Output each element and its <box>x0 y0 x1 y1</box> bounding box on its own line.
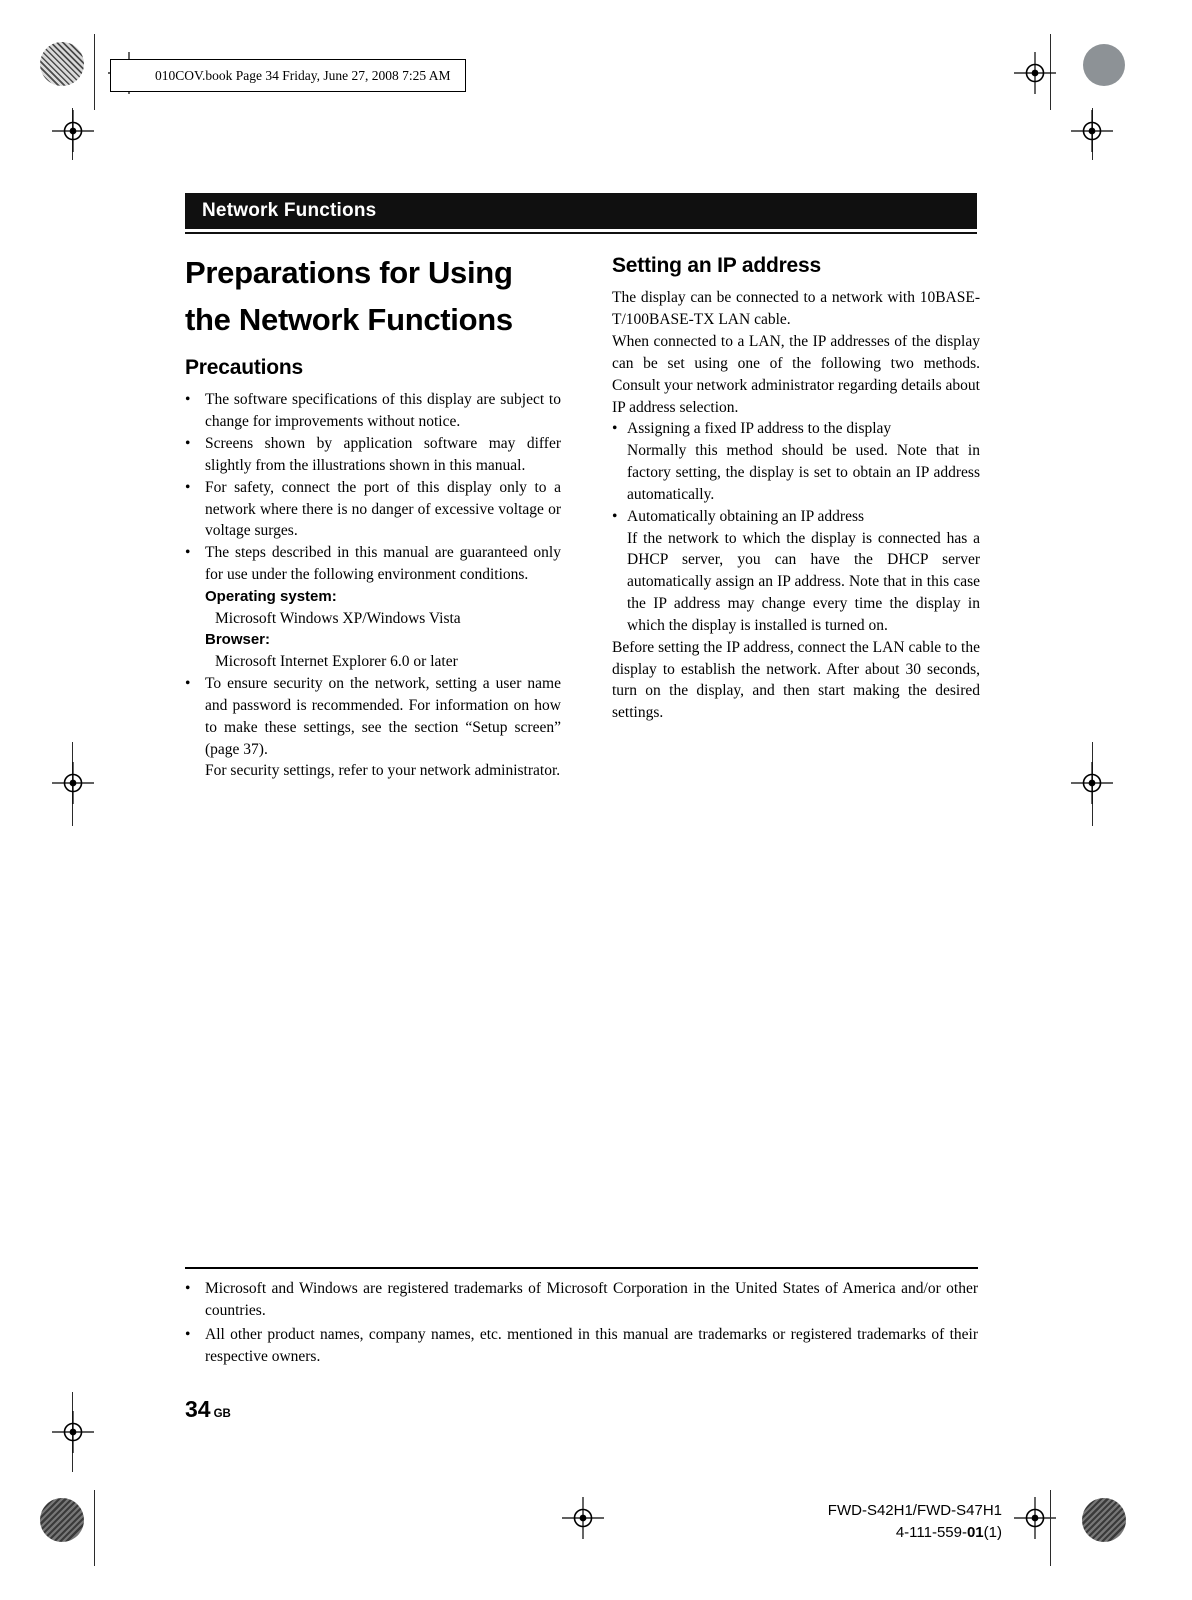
os-label: Operating system: <box>205 587 337 605</box>
page-number-suffix: GB <box>213 1408 231 1420</box>
list-item <box>612 418 980 440</box>
page-title: Preparations for Using the Network Functions <box>185 255 513 337</box>
list-item <box>185 673 561 760</box>
bullet-marker: • <box>612 507 618 525</box>
hatched-circle-mark <box>40 1498 84 1542</box>
part-number <box>828 1522 1002 1544</box>
footnote-item <box>185 1324 978 1368</box>
list-item-body: Normally this method should be used. Note that in factory setting, the display is set to obtain an IP address automatically. <box>627 442 980 503</box>
part-number-bold: 01 <box>966 1523 984 1541</box>
browser-value: Microsoft Internet Explorer 6.0 or later <box>215 653 458 671</box>
paragraph: The display can be connected to a network with 10BASE-T/100BASE-TX LAN cable. <box>612 289 980 329</box>
bullet-marker: • <box>185 1326 191 1343</box>
list-item-text: For safety, connect the port of this display only to a network where there is no danger of excessive voltage or voltage surges. <box>205 478 561 540</box>
list-item <box>185 542 561 586</box>
bullet-marker: • <box>185 434 191 452</box>
list-item-head: Automatically obtaining an IP address <box>627 507 865 525</box>
precautions-list <box>185 389 561 782</box>
ip-address-body <box>612 287 980 724</box>
registration-mark-icon <box>1071 762 1113 804</box>
footnote-text: Microsoft and Windows are registered trademarks of Microsoft Corporation in the United States of America and/or other countries. <box>205 1280 978 1319</box>
browser-label: Browser: <box>205 631 271 649</box>
registration-mark-icon <box>1014 52 1056 94</box>
document-header-text: 010COV.book Page 34 Friday, June 27, 2008 7:25 AM <box>155 67 451 83</box>
list-item <box>185 389 561 433</box>
section-banner-title: Network Functions <box>202 200 377 221</box>
list-item-text: The steps described in this manual are guaranteed only for use under the following environment conditions. <box>205 544 561 584</box>
registration-mark-icon <box>1071 110 1113 152</box>
section-banner <box>185 193 977 229</box>
bullet-marker: • <box>185 391 191 409</box>
list-item-text: The software specifications of this display are subject to change for improvements without notice. <box>205 391 561 431</box>
os-value: Microsoft Windows XP/Windows Vista <box>215 609 461 627</box>
section-banner-underline <box>185 232 977 234</box>
list-item <box>612 506 980 528</box>
list-item-body: If the network to which the display is connected has a DHCP server, you can have the DHCP server automatically assign an IP address. Note that in this case the IP address may change every time the display in which the display is installed is turned on. <box>627 529 980 634</box>
bullet-marker: • <box>185 544 191 562</box>
gray-circle-mark <box>1083 44 1125 86</box>
document-header <box>110 59 466 92</box>
page-number <box>185 1396 231 1423</box>
crop-mark-line <box>94 1490 95 1566</box>
list-item <box>185 433 561 477</box>
part-number-prefix: 4-111-559- <box>895 1523 967 1541</box>
footnote-item <box>185 1278 978 1322</box>
footnote-divider <box>185 1267 978 1269</box>
part-number-suffix: (1) <box>983 1523 1002 1541</box>
registration-mark-icon <box>52 110 94 152</box>
crop-mark-line <box>94 34 95 110</box>
ip-address-heading: Setting an IP address <box>612 254 821 277</box>
list-item-head: Assigning a fixed IP address to the display <box>627 420 892 438</box>
precautions-heading: Precautions <box>185 356 304 379</box>
footnotes <box>185 1278 978 1370</box>
registration-mark-icon <box>562 1497 604 1539</box>
hatched-circle-mark <box>1082 1498 1126 1542</box>
model-numbers: FWD-S42H1/FWD-S47H1 <box>827 1502 1002 1519</box>
paragraph: Before setting the IP address, connect the LAN cable to the display to establish the network. After about 30 seconds, turn on the display, and then start making the desired settings. <box>612 638 980 722</box>
list-item <box>185 477 561 543</box>
list-item-text: To ensure security on the network, setting a user name and password is recommended. For information on how to make these settings, see the section “Setup screen” (page 37). <box>205 675 561 758</box>
hatched-circle-mark <box>40 42 84 86</box>
bullet-marker: • <box>185 675 191 693</box>
paragraph: When connected to a LAN, the IP addresses of the display can be set using one of the following two methods. Consult your network administrator regarding details about IP address selection. <box>612 332 980 416</box>
security-note: For security settings, refer to your network administrator. <box>205 762 561 780</box>
crop-mark-line <box>1050 1490 1051 1566</box>
list-item-text: Screens shown by application software may differ slightly from the illustrations shown in this manual. <box>205 434 561 474</box>
right-column <box>612 252 980 724</box>
bullet-marker: • <box>185 1280 191 1297</box>
footer <box>828 1500 1002 1544</box>
left-column <box>185 250 561 782</box>
footnote-text: All other product names, company names, etc. mentioned in this manual are trademarks or registered trademarks of their respective owners. <box>205 1326 978 1365</box>
bullet-marker: • <box>612 420 618 438</box>
page-number-value: 34 <box>185 1396 211 1422</box>
registration-mark-icon <box>52 762 94 804</box>
registration-mark-icon <box>52 1411 94 1453</box>
bullet-marker: • <box>185 478 191 496</box>
